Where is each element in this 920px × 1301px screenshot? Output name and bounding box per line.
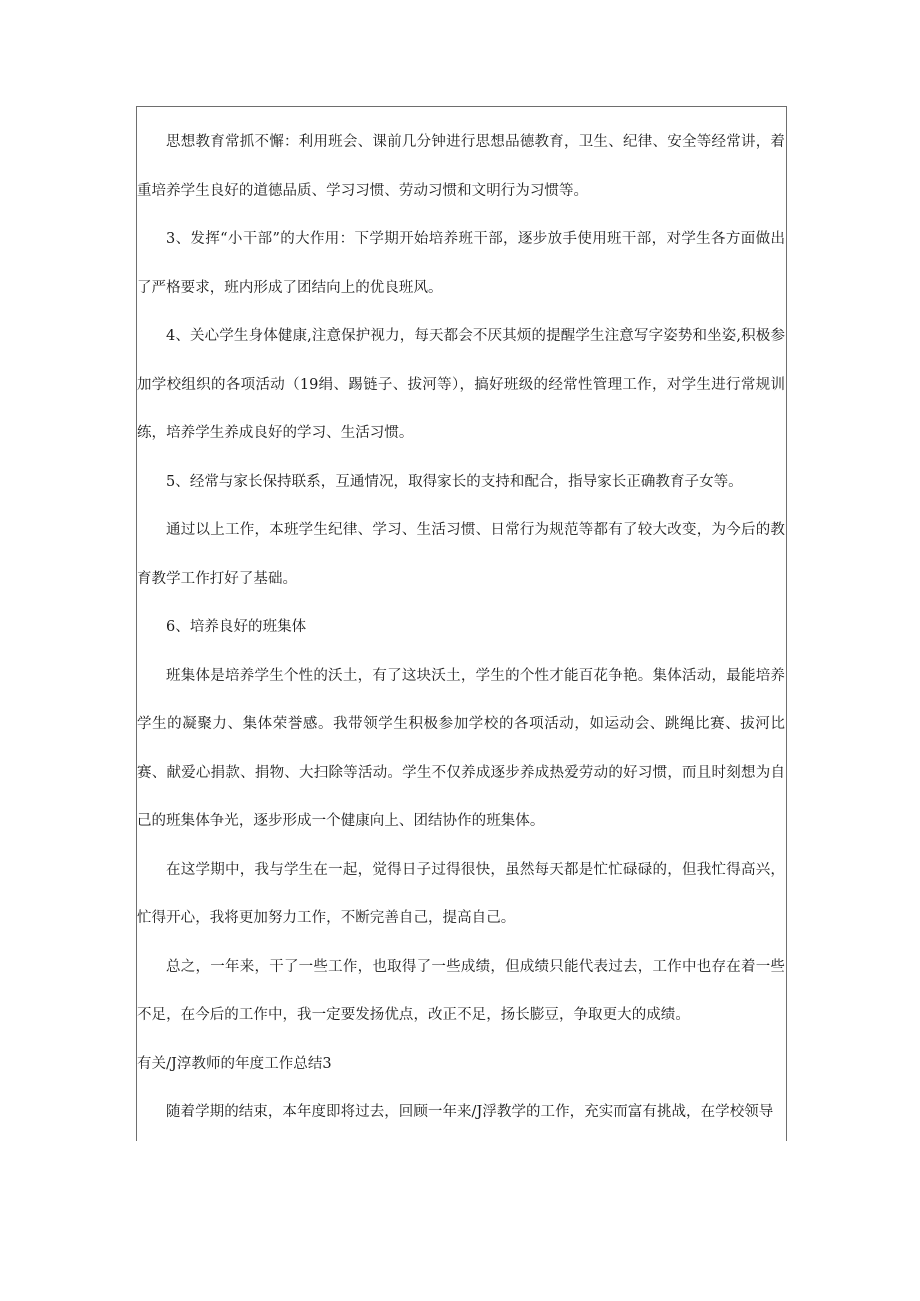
paragraph-item-3-class-cadres: 3、发挥“小干部”的大作用：下学期开始培养班干部，逐步放手使用班干部，对学生各方面做出了严格要求，班内形成了团结向上的优良班风。 [137, 231, 785, 296]
paragraph-item-5-parents: 5、经常与家长保持联系，互通情况，取得家长的支持和配合，指导家长正确教育子女等。 [166, 473, 743, 490]
section-heading: 有关/J淳教师的年度工作总结3 [137, 1055, 332, 1072]
paragraph-ideological-education: 思想教育常抓不懈：利用班会、课前几分钟进行思想品德教育，卫生、纪律、安全等经常讲，着重培养学生良好的道德品质、学习习惯、劳动习惯和文明行为习惯等。 [137, 134, 785, 199]
paragraph-section-3-intro: 随着学期的结束，本年度即将过去，回顾一年来/J浮教学的工作，充实而富有挑战，在学校领导 [166, 1104, 774, 1120]
document-body [137, 118, 785, 1137]
paragraph-results: 通过以上工作，本班学生纪律、学习、生活习惯、日常行为规范等都有了较大改变，为今后的教育教学工作打好了基础。 [137, 522, 785, 587]
paragraph-class-collective: 班集体是培养学生个性的沃土，有了这块沃土，学生的个性才能百花争艳。集体活动，最能培养学生的凝聚力、集体荣誉感。我带领学生积极参加学校的各项活动，如运动会、跳绳比赛、拔河比赛、献爱心捐款、捐物、大扫除等活动。学生不仅养成逐步养成热爱劳动的好习惯，而且时刻想为自己的班集体争光，逐步形成一个健康向上、团结协作的班集体。 [137, 667, 785, 829]
paragraph-item-6-title: 6、培养良好的班集体 [166, 619, 307, 635]
paragraph-this-semester: 在这学期中，我与学生在一起，觉得日子过得很快，虽然每天都是忙忙碌碌的，但我忙得高兴，忙得开心，我将更加努力工作，不断完善自己，提高自己。 [137, 861, 785, 926]
paragraph-item-4-health: 4、关心学生身体健康,注意保护视力，每天都会不厌其烦的提醒学生注意写字姿势和坐姿,积极参加学校组织的各项活动（19绢、踢链子、拔河等），搞好班级的经常性管理工作，对学生进行常规训练，培养学生养成良好的学习、生活习惯。 [137, 328, 785, 441]
paragraph-summary: 总之，一年来，干了一些工作，也取得了一些成绩，但成绩只能代表过去，工作中也存在着一些不足，在今后的工作中，我一定要发扬优点，改正不足，扬长膨豆，争取更大的成绩。 [137, 958, 785, 1023]
